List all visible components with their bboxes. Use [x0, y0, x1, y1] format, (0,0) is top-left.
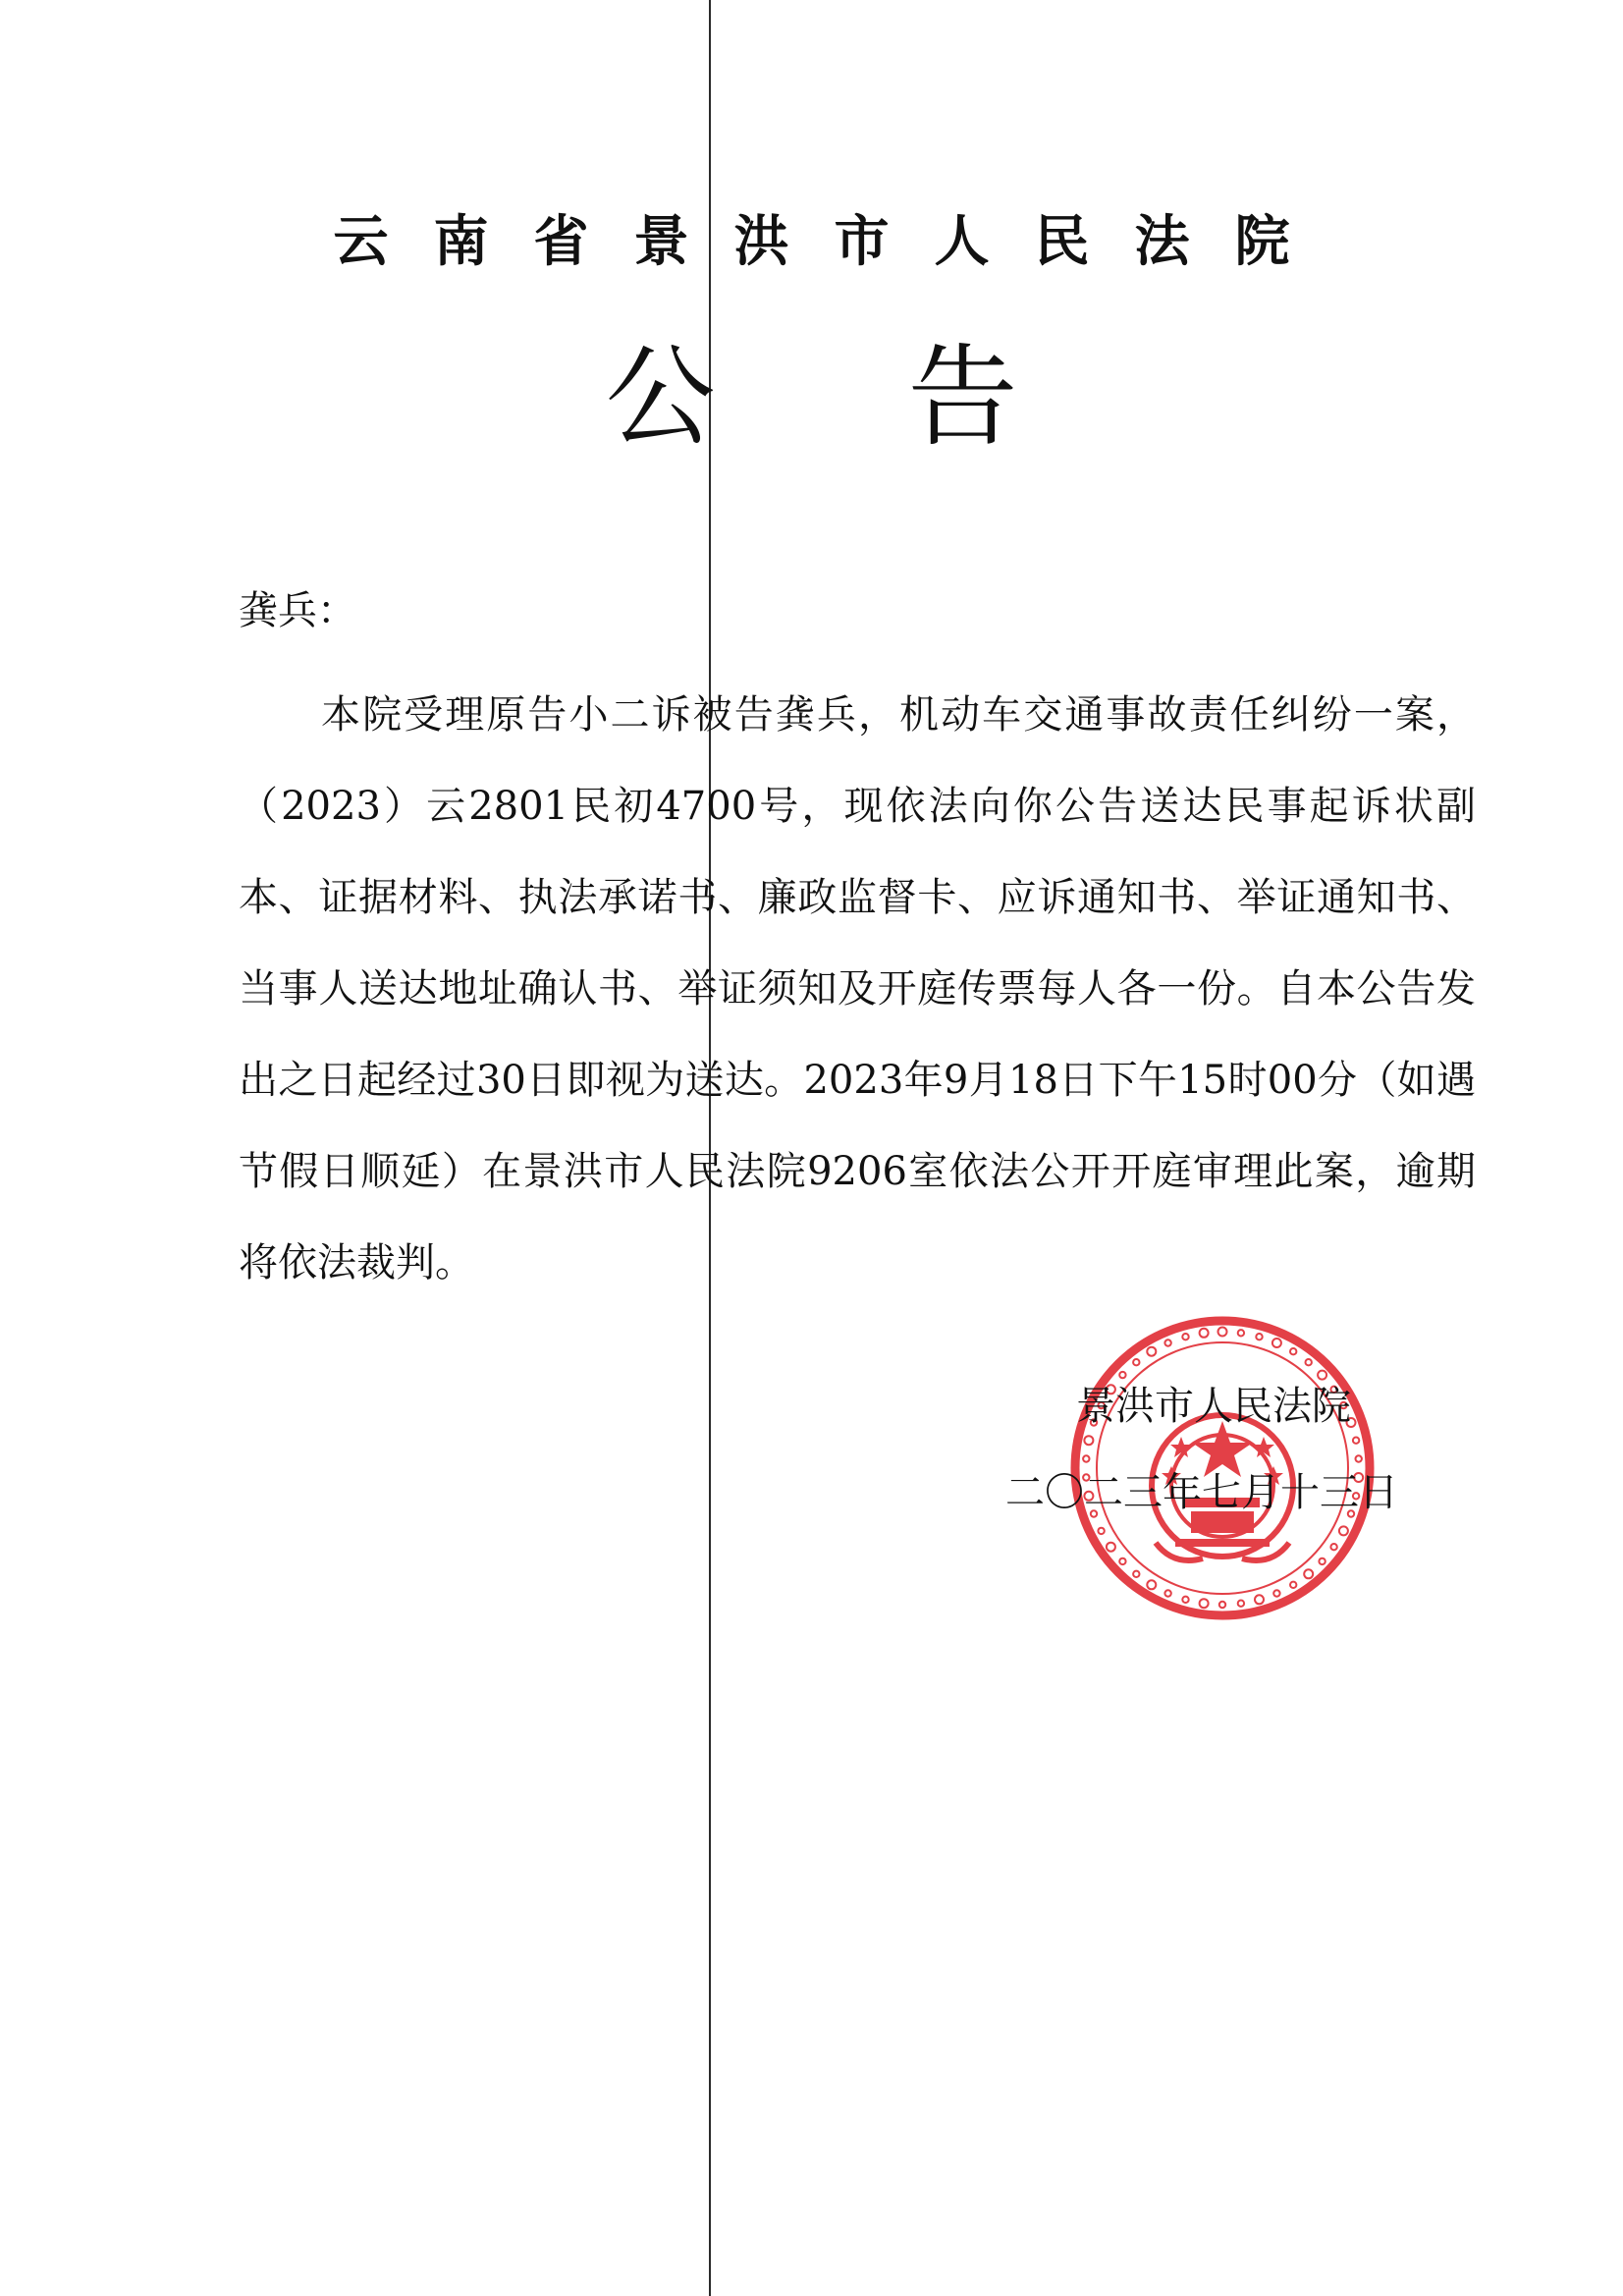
seal-ring-mark	[1084, 1436, 1093, 1445]
seal-ring-mark	[1182, 1597, 1188, 1603]
seal-ring-mark	[1164, 1590, 1170, 1596]
seal-ring-mark	[1273, 1590, 1279, 1596]
seal-ring-mark	[1098, 1528, 1104, 1534]
seal-ring-mark	[1133, 1571, 1139, 1577]
notice-body: 本院受理原告小二诉被告龚兵，机动车交通事故责任纠纷一案，（2023）云2801民初4700号，现依法向你公告送达民事起诉状副本、证据材料、执法承诺书、廉政监督卡、应诉通知书、举证通知书、当事人送达地址确认书、举证须知及开庭传票每人各一份。自本公告发出之日起经过30日即视为送达。2023年9月18日下午15时00分（如遇节假日顺延）在景洪市人民法院9206室依法公开开庭审理此案，逾期将依法裁判。	[239, 692, 1476, 1285]
document-title: 公告	[605, 334, 1211, 462]
seal-ring-mark	[1356, 1455, 1362, 1461]
seal-ring-mark	[1330, 1544, 1336, 1550]
seal-ring-mark	[1272, 1339, 1281, 1347]
seal-ring-mark	[1147, 1580, 1156, 1589]
addressee: 龚兵：	[239, 588, 356, 633]
seal-ring-mark	[1182, 1334, 1188, 1339]
signature-date: 二〇二三年七月十三日	[1005, 1470, 1398, 1515]
signature-court-name: 景洪市人民法院	[1076, 1384, 1351, 1429]
seal-ring-mark	[1119, 1558, 1125, 1564]
seal-ring-mark	[1290, 1582, 1296, 1588]
seal-ring-mark	[1164, 1339, 1170, 1345]
seal-ring-mark	[1218, 1328, 1227, 1337]
seal-ring-mark	[1290, 1348, 1296, 1354]
seal-ring-mark	[1238, 1330, 1244, 1336]
seal-ring-mark	[1256, 1334, 1262, 1339]
seal-ring-mark	[1255, 1595, 1264, 1604]
seal-ring-mark	[1306, 1359, 1312, 1365]
seal-ring-mark	[1219, 1602, 1225, 1608]
seal-ring-mark	[1353, 1438, 1359, 1444]
seal-ring-mark	[1200, 1599, 1209, 1608]
court-name-heading: 云南省景洪市人民法院	[333, 209, 1335, 274]
seal-ring-mark	[1339, 1526, 1348, 1535]
seal-ring-mark	[1147, 1347, 1156, 1356]
seal-ring-mark	[1319, 1558, 1325, 1564]
seal-ring-mark	[1238, 1601, 1244, 1607]
seal-ring-mark	[1107, 1543, 1115, 1552]
seal-ring-mark	[1133, 1359, 1139, 1365]
seal-ring-mark	[1304, 1569, 1313, 1578]
seal-ring-mark	[1200, 1329, 1209, 1338]
seal-ring-mark	[1083, 1455, 1089, 1461]
